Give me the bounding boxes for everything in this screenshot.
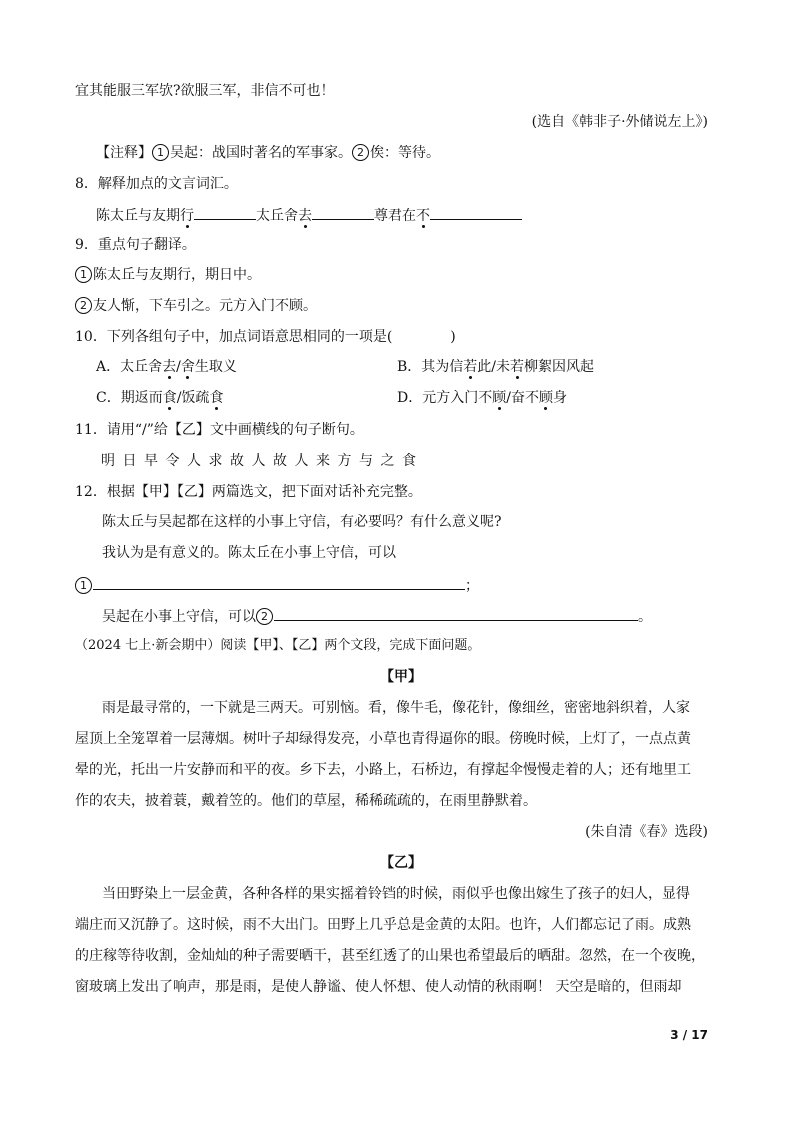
dotted-char: 行	[180, 208, 194, 224]
char: 与	[359, 453, 373, 469]
question-9-sentence-1	[75, 265, 261, 285]
passage-jia-line: 作的农夫，披着蓑，戴着笠的。他们的草屋，稀稀疏疏的，在雨里静默着。	[75, 793, 537, 809]
passage-jia-title: 【甲】	[380, 669, 422, 685]
question-9-title: 9．重点句子翻译。	[75, 237, 196, 253]
char: 方	[337, 453, 352, 469]
char: 人	[251, 453, 266, 469]
sentence-text: 友人惭，下车引之。元方入门不顾。	[93, 298, 317, 314]
char: 令	[165, 453, 180, 469]
note-text: 吴起：战国时著名的军事家。	[170, 145, 352, 161]
option-d: D．元方入门不顾/奋不顾身	[397, 390, 567, 406]
char: 明	[101, 453, 115, 469]
answer-blank[interactable]	[194, 204, 256, 220]
char: 食	[402, 453, 416, 469]
question-8-title: 8．解释加点的文言词汇。	[75, 176, 238, 192]
passage-yi-line: 窗玻璃上发出了响声，那是雨，是使人静谧、使人怀想、使人动情的秋雨啊！ 天空是暗的，但雨却	[75, 979, 682, 995]
char: 人	[294, 453, 309, 469]
answer-blank[interactable]	[93, 574, 465, 590]
question-12-blank-1: 1 ；	[75, 574, 479, 596]
sentence-text: 陈太丘与友期行，期日中。	[93, 267, 261, 283]
question-text: 10．下列各组句子中，加点词语意思相同的一项是(	[75, 329, 393, 345]
circled-number-icon: 2	[256, 608, 273, 625]
char: 来	[316, 453, 330, 469]
question-10-title	[75, 327, 456, 347]
option-b: B．其为信若此/未若柳絮因风起	[397, 359, 595, 375]
page-number: 3 / 17	[670, 1028, 708, 1042]
dotted-char: 若	[510, 359, 525, 375]
dotted-char: 顾	[492, 390, 507, 406]
paren: )	[450, 329, 456, 345]
char: 故	[230, 453, 244, 469]
question-11-chars	[101, 451, 424, 471]
passage-yi-line: 端庄而又沉静了。这时候，雨不大出门。田野上几乎总是金黄的太阳。也许，人们都忘记了雨。成熟	[75, 917, 691, 933]
char: 人	[187, 453, 201, 469]
dotted-char: 食	[209, 390, 224, 406]
passage-yi-title: 【乙】	[380, 855, 422, 871]
question-12-blank-2: 吴起在小事上守信，可以 2 。	[102, 605, 652, 627]
question-12-answer-intro: 我认为是有意义的。陈太丘在小事上守信，可以	[102, 545, 396, 561]
dotted-char: 舍	[180, 359, 195, 375]
passage-jia-line: 晕的光，托出一片安静而和平的夜。乡下去，小路上，石桥边，有撑起伞慢慢走着的人；还有地里工	[75, 762, 691, 778]
dotted-char: 若	[463, 359, 478, 375]
question-12-title: 12．根据【甲】【乙】两篇选文，把下面对话补充完整。	[75, 484, 422, 500]
notes-label: 【注释】	[96, 145, 152, 161]
dotted-char: 顾	[538, 390, 553, 406]
dotted-char: 去	[298, 208, 312, 224]
char: 故	[273, 453, 287, 469]
dotted-char: 食	[162, 390, 177, 406]
option-a: A．太丘舍去/舍生取义	[96, 359, 237, 375]
question-8-items	[96, 204, 522, 226]
item-text: 太丘舍	[256, 208, 298, 224]
char: 日	[122, 453, 137, 469]
passage-jia-source: (朱自清《春》选段)	[585, 824, 708, 840]
source-citation: (选自《韩非子·外储说左上》)	[531, 114, 708, 130]
passage-yi-line: 的庄稼等待收割，金灿灿的种子需要晒干，甚至红透了的山果也希望最后的晒甜。忽然，在一个夜晚，	[75, 948, 705, 964]
circled-number-icon: 2	[75, 297, 92, 314]
circled-number-icon: 2	[352, 144, 369, 161]
section-intro: （2024 七上·新会期中）阅读【甲】、【乙】两个文段，完成下面问题。	[75, 638, 481, 653]
char: 早	[144, 453, 158, 469]
circled-number-icon: 1	[75, 266, 92, 283]
note-text: 俟：等待。	[370, 145, 440, 161]
question-9-sentence-2	[75, 296, 317, 316]
option-c: C．期返而食/饭疏食	[96, 390, 224, 406]
circled-number-icon: 1	[152, 144, 169, 161]
char: 之	[380, 453, 395, 469]
answer-blank[interactable]	[430, 204, 522, 220]
char: 求	[208, 453, 223, 469]
passage-jia-line: 雨是最寻常的，一下就是三两天。可别恼。看，像牛毛，像花针，像细丝，密密地斜织着，人家	[102, 700, 690, 716]
answer-blank[interactable]	[312, 204, 374, 220]
question-12-question: 陈太丘与吴起都在这样的小事上守信，有必要吗？有什么意义呢?	[102, 514, 502, 530]
dotted-char: 不	[416, 208, 430, 224]
text-line: 宜其能服三军欤?欲服三军，非信不可也！	[75, 83, 335, 99]
answer-blank[interactable]	[274, 605, 638, 621]
notes-line	[96, 143, 440, 163]
passage-jia-line: 屋顶上全笼罩着一层薄烟。树叶子却绿得发亮，小草也青得逼你的眼。傍晚时候，上灯了，一点点黄	[75, 731, 691, 747]
circled-number-icon: 1	[75, 577, 92, 594]
item-text: 尊君在	[374, 208, 416, 224]
dotted-char: 去	[162, 359, 177, 375]
question-11-title: 11．请用“/”给【乙】文中画横线的句子断句。	[75, 422, 364, 438]
item-text: 陈太丘与友期	[96, 208, 180, 224]
passage-yi-line: 当田野染上一层金黄，各种各样的果实摇着铃铛的时候，雨似乎也像出嫁生了孩子的妇人，显得	[102, 886, 690, 902]
